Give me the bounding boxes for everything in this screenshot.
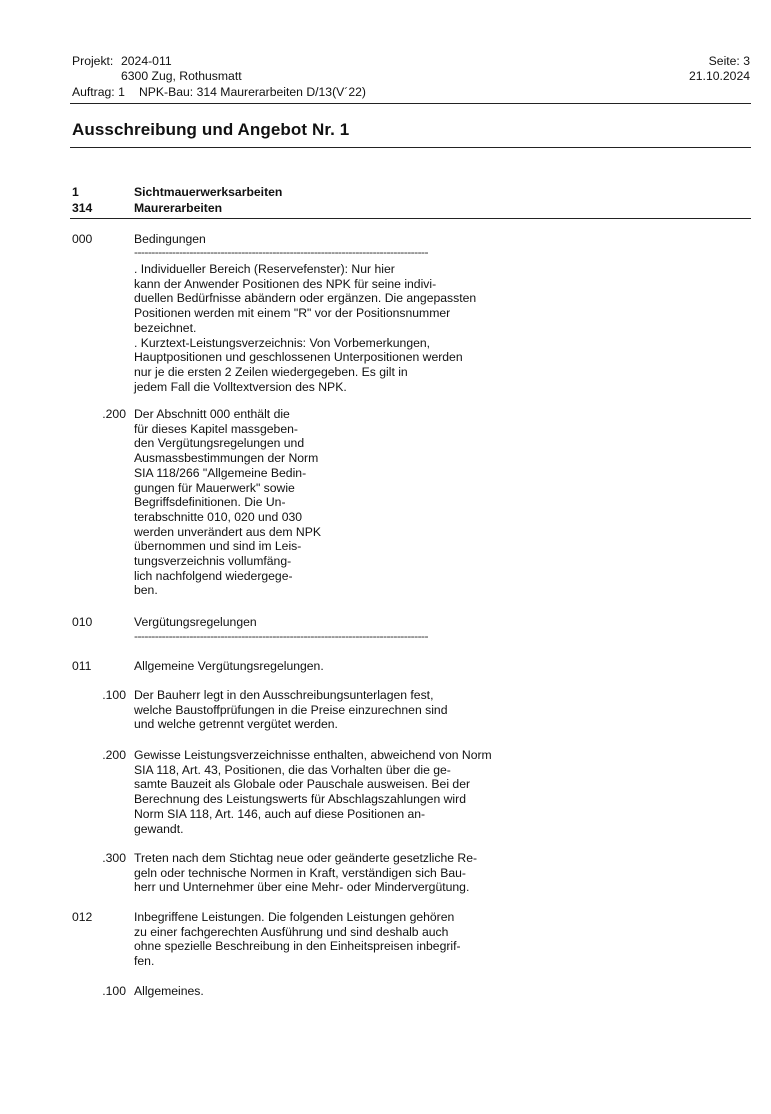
section-012-100-number: .100 <box>102 984 126 998</box>
section-011-300-text: Treten nach dem Stichtag neue oder geänderte gesetzliche Re- geln oder technische Normen in Kraft, verständigen sich Bau- herr und Unternehmer über eine Mehr- oder Mindervergütung. <box>134 851 478 895</box>
header-projekt-nr: 2024-011 <box>121 54 172 68</box>
section-012-number: 012 <box>72 910 93 924</box>
header-seite: Seite: 3 <box>708 54 750 68</box>
header-rule <box>70 103 751 104</box>
section-011-200-number: .200 <box>102 748 126 762</box>
section-000-text: . Individueller Bereich (Reservefenster): Nur hier kann der Anwender Positionen des NPK für seine indivi- duellen Bedürfnisse abändern oder ergänzen. Die angepassten Positionen werden mit einem "R" vor der Positionsnummer bezeichnet. . Kurztext-Leistungsverzeichnis: Von Vorbemerkungen, Hauptpositionen und geschlossenen Unterpositionen werden nur je die ersten 2 Zeilen wiedergegeben. Es gilt in jedem Fall die Volltextversion des NPK. <box>134 262 477 394</box>
npk-chapter-label: Maurerarbeiten <box>134 201 223 215</box>
chapter-label: Sichtmauerwerksarbeiten <box>134 185 283 199</box>
section-012-100-text: Allgemeines. <box>134 984 204 998</box>
header-datum: 21.10.2024 <box>689 69 750 83</box>
header-projekt-ort: 6300 Zug, Rothusmatt <box>121 69 242 83</box>
section-000-number: 000 <box>72 232 93 246</box>
section-011-200-text: Gewisse Leistungsverzeichnisse enthalten, abweichend von Norm SIA 118, Art. 43, Positionen, die das Vorhalten über die ge- samte Bauzeit als Globale oder Pauschale ausweisen. Bei der Berechnung des Leistungswerts für Abschlagszahlungen wird Norm SIA 118, Art. 146, auch auf diese Positionen an- gewandt. <box>134 748 492 836</box>
chapter-number: 1 <box>72 185 79 199</box>
npk-chapter-number: 314 <box>72 201 93 215</box>
chapter-rule <box>70 218 751 219</box>
section-000-title: Bedingungen <box>134 232 206 246</box>
section-010-divider: ------------------------------------------------------------------------------------- <box>134 629 428 643</box>
section-011-100-number: .100 <box>102 688 126 702</box>
title-rule <box>70 147 751 148</box>
section-011-300-number: .300 <box>102 851 126 865</box>
section-010-title: Vergütungsregelungen <box>134 615 257 629</box>
header-projekt-label: Projekt: <box>72 54 114 68</box>
section-000-divider: ------------------------------------------------------------------------------------- <box>134 245 428 259</box>
section-011-number: 011 <box>72 659 92 673</box>
document-title: Ausschreibung und Angebot Nr. 1 <box>72 120 350 139</box>
section-000-200-text: Der Abschnitt 000 enthält die für dieses Kapitel massgeben- den Vergütungsregelungen und Ausmassbestimmungen der Norm SIA 118/266 "Allgemeine Bedin- gungen für Mauerwerk" sowie Begriffsdefinitionen. Die Un- terabschnitte 010, 020 und 030 werden unverändert aus dem NPK übernommen und sind im Leis- tungsverzeichnis vollumfäng- lich nachfolgend wiedergege- ben. <box>134 407 321 598</box>
section-010-number: 010 <box>72 615 93 629</box>
header-auftrag-label: Auftrag: 1 <box>72 85 125 99</box>
section-011-title: Allgemeine Vergütungsregelungen. <box>134 659 324 673</box>
header-auftrag-text: NPK-Bau: 314 Maurerarbeiten D/13(V´22) <box>139 85 366 99</box>
section-011-100-text: Der Bauherr legt in den Ausschreibungsunterlagen fest, welche Baustoffprüfungen in die Preise einzurechnen sind und welche getrennt vergütet werden. <box>134 688 448 732</box>
section-012-text: Inbegriffene Leistungen. Die folgenden Leistungen gehören zu einer fachgerechten Ausführung und sind deshalb auch ohne spezielle Beschreibung in den Einheitspreisen inbegrif- fen. <box>134 910 461 969</box>
section-000-200-number: .200 <box>102 407 126 421</box>
